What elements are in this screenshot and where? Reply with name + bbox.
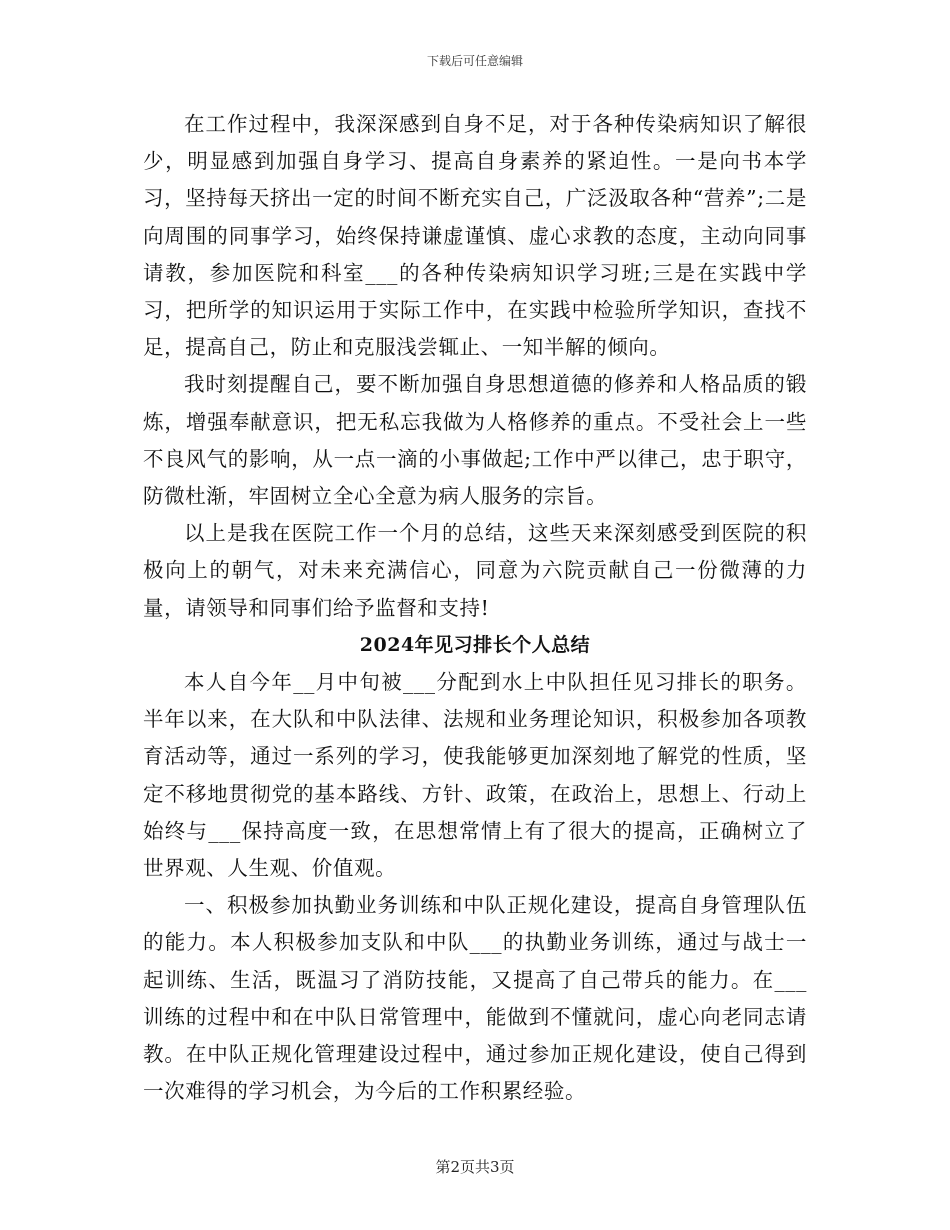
page-footer: 第2页共3页 (435, 1158, 515, 1176)
paragraph-study: 在工作过程中，我深深感到自身不足，对于各种传染病知识了解很少，明显感到加强自身学习、提高自身素养的紧迫性。一是向书本学习，坚持每天挤出一定的时间不断充实自己，广泛汲取各种“营养”;二是向周围的同事学习，始终保持谦虚谨慎、虚心求教的态度，主动向同事请教，参加医院和科室___的各种传染病知识学习班;三是在实践中学习，把所学的知识运用于实际工作中，在实践中检验所学知识，查找不足，提高自己，防止和克服浅尝辄止、一知半解的倾向。 (143, 112, 807, 360)
paragraph-morality: 我时刻提醒自己，要不断加强自身思想道德的修养和人格品质的锻炼，增强奉献意识，把无私忘我做为人格修养的重点。不受社会上一些不良风气的影响，从一点一滴的小事做起;工作中严以律己，忠于职守，防微杜渐，牢固树立全心全意为病人服务的宗旨。 (143, 372, 807, 509)
paragraph-training: 一、积极参加执勤业务训练和中队正规化建设，提高自身管理队伍的能力。本人积极参加支队和中队___的执勤业务训练，通过与战士一起训练、生活，既温习了消防技能，又提高了自己带兵的能力。在___训练的过程中和在中队日常管理中，能做到不懂就问，虚心向老同志请教。在中队正规化管理建设过程中，通过参加正规化建设，使自己得到一次难得的学习机会，为今后的工作积累经验。 (143, 893, 807, 1104)
page-header: 下载后可任意编辑 (426, 54, 523, 68)
paragraph-conclusion: 以上是我在医院工作一个月的总结，这些天来深刻感受到医院的积极向上的朝气，对未来充满信心，同意为六院贡献自己一份微薄的力量，请领导和同事们给予监督和支持! (143, 521, 807, 620)
section-title: 2024年见习排长个人总结 (359, 633, 591, 656)
document-body (143, 106, 807, 1110)
paragraph-intro: 本人自今年__月中旬被___分配到水上中队担任见习排长的职务。半年以来，在大队和中队法律、法规和业务理论知识，积极参加各项教育活动等，通过一系列的学习，使我能够更加深刻地了解党的性质，坚定不移地贯彻党的基本路线、方针、政策，在政治上，思想上、行动上始终与___保持高度一致，在思想常情上有了很大的提高，正确树立了世界观、人生观、价值观。 (143, 670, 807, 881)
